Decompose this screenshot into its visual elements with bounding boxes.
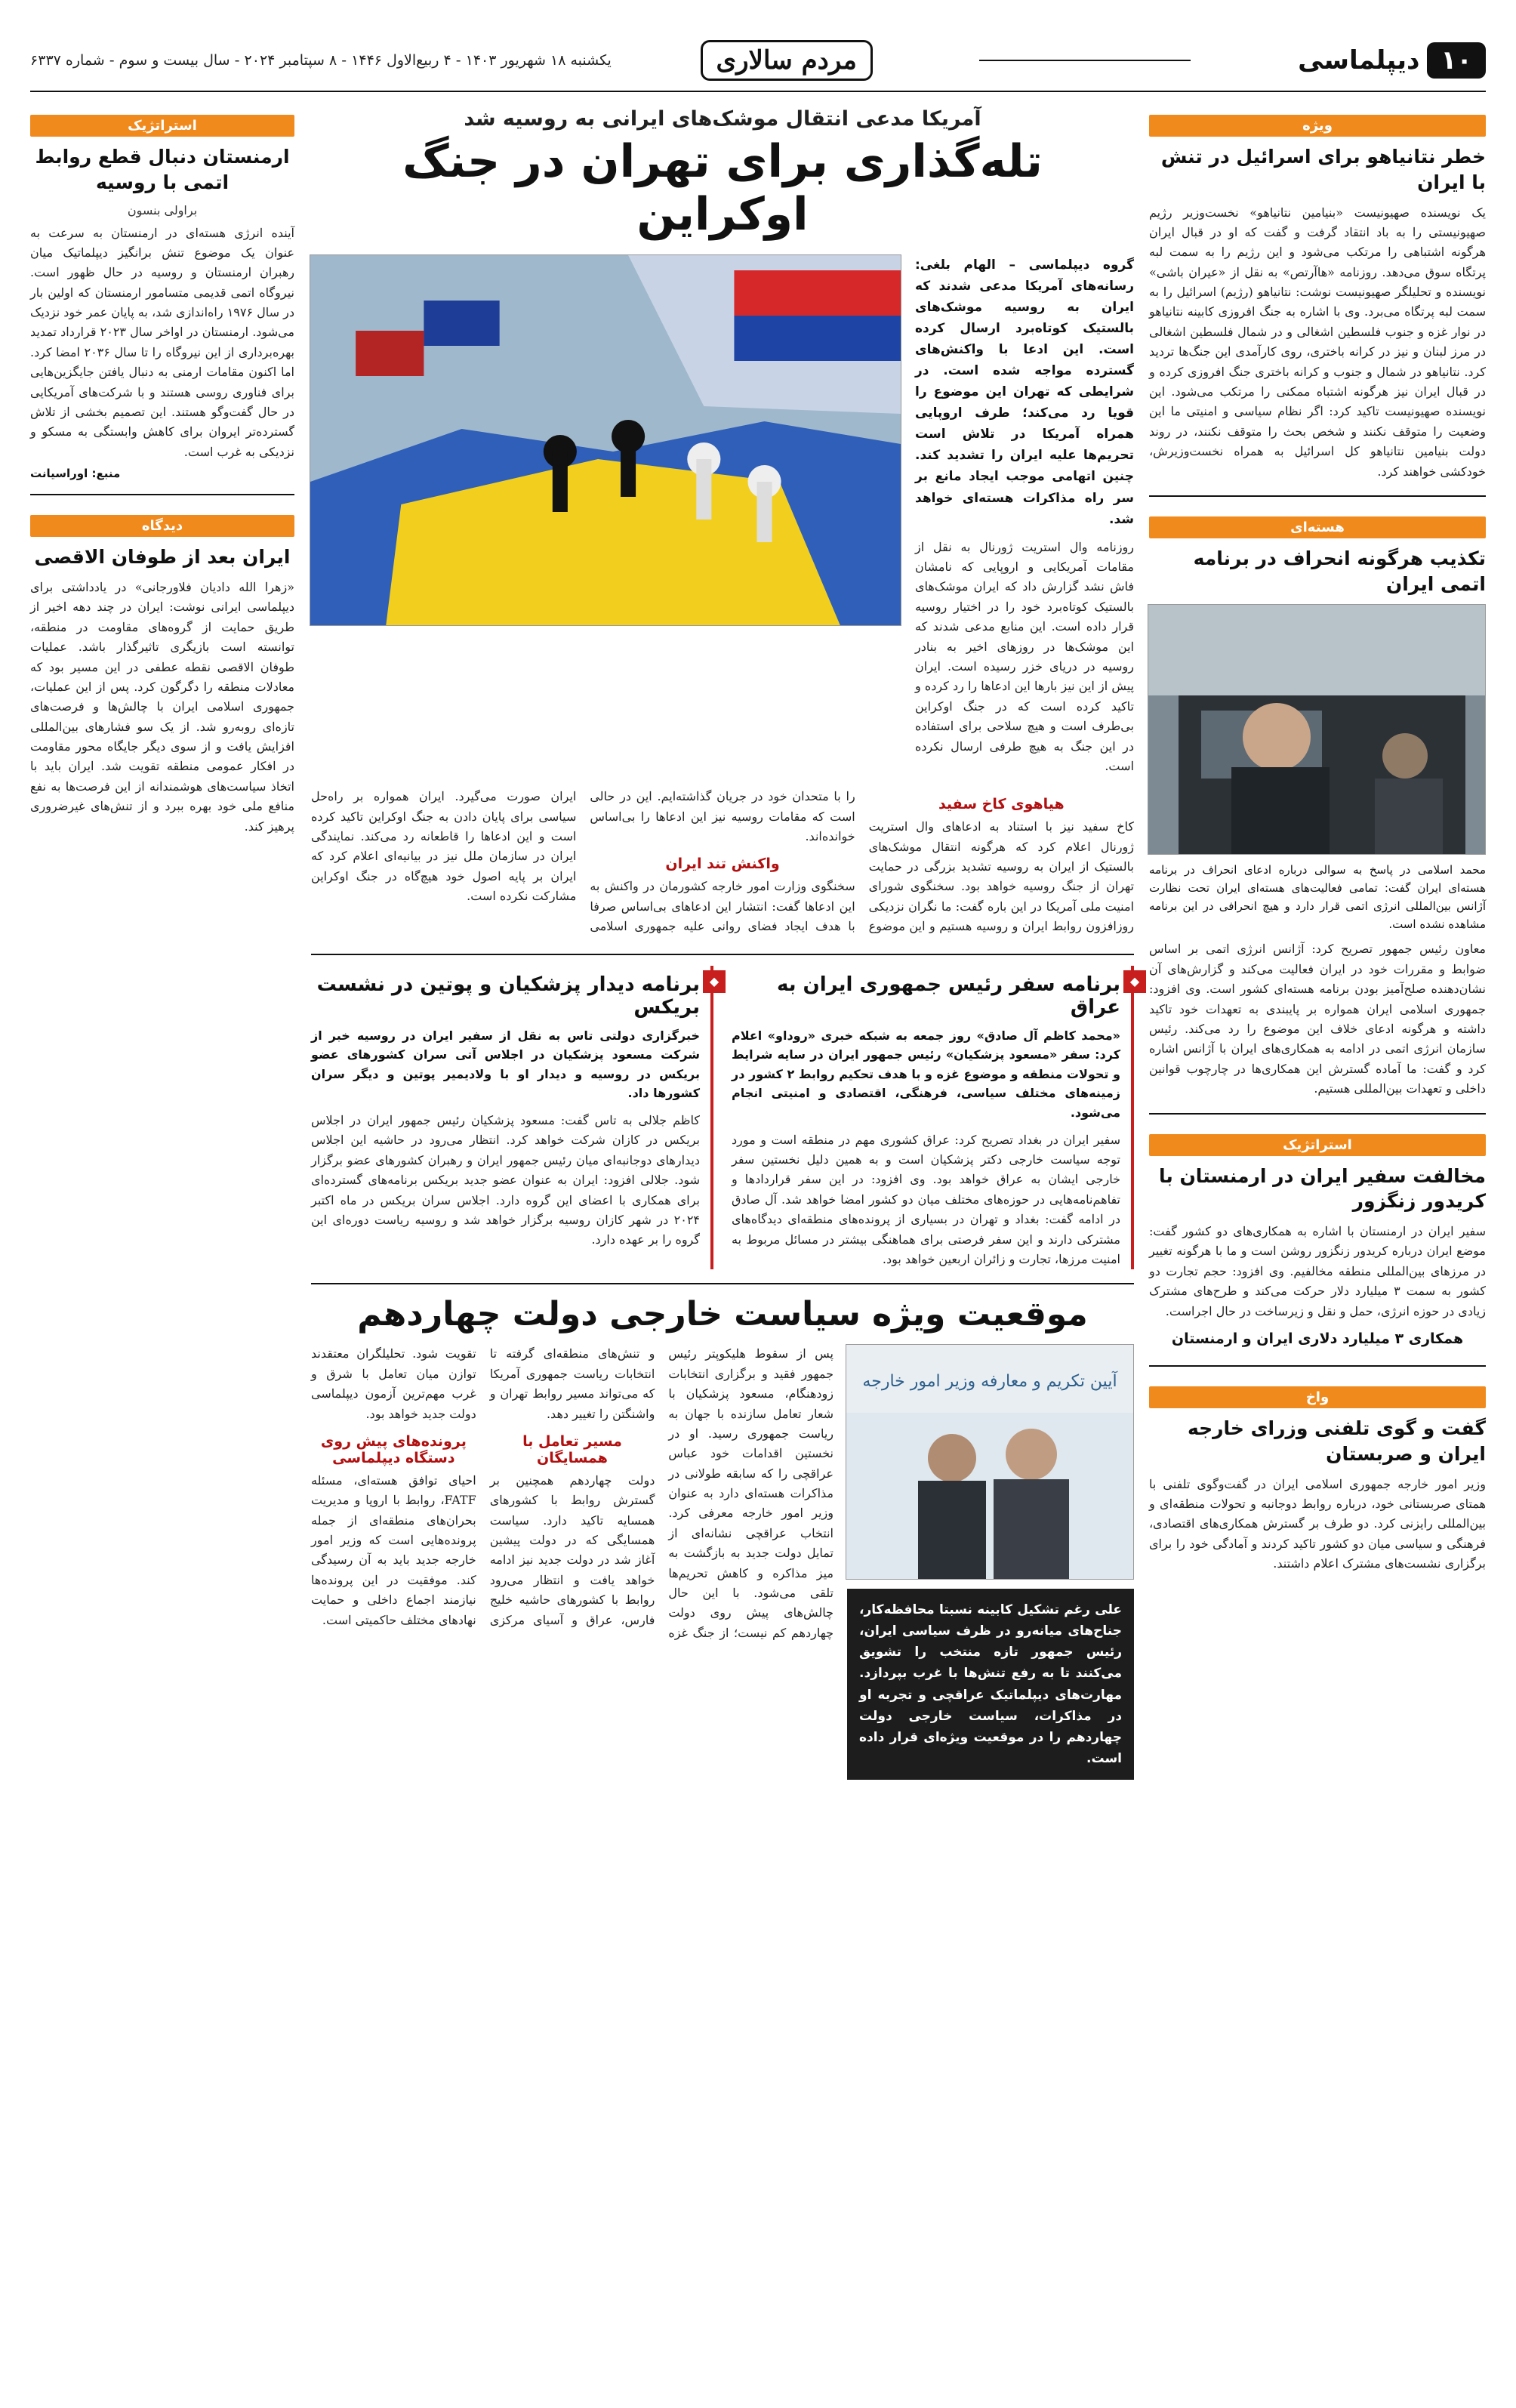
bottom-body-c: احیای توافق هسته‌ای، مسئله FATF، روابط با اروپا و مدیریت بحران‌های منطقه‌ای از جمله پرونده‌هایی است که وزیر امور خارجه جدید باید به آن رسیدگی کند. موفقیت در این پرونده‌ها نیازمند اجماع داخلی و حمایت نهادهای مختلف حاکمیتی است.	[311, 1472, 476, 1627]
story-byline: براولی بنسون	[127, 202, 198, 217]
main-kicker: آمریکا مدعی انتقال موشک‌های ایرانی به روسیه شد	[464, 107, 981, 131]
story-al-aqsa	[30, 506, 294, 850]
main-subhead-a: هیاهوی کاخ سفید	[938, 796, 1065, 813]
main-body-a: روزنامه وال استریت ژورنال به نقل از مقامات آمریکایی و اروپایی که نامشان فاش نشد گزارش داد که ایران موشک‌های بالستیک کوتاه‌برد خود را در اختیار روسیه قرار داده است. این منابع مدعی شدند که این موشک‌ها در روزهای اخیر به بنادر روسیه در دریای خزر رسیده است. ایران پیش از این نیز بارها این ادعاها را رد کرده و تاکید کرده است که در جنگ اوکراین بی‌طرف است و هیچ سلاحی برای استفاده در این جنگ به هیچ طرفی ارسال نکرده است.	[915, 539, 1134, 773]
story-lead: «محمد کاظم آل صادق» روز جمعه به شبکه خبری «روداو» اعلام کرد: سفر «مسعود پزشکیان» رئیس جمهور ایران در سایه شرایط و تحولات منطقه و موضوع غزه و با هدف تحکیم روابط ۲ کشور در زمینه‌های مختلف سیاسی، فرهنگی، اقتصادی و امنیتی انجام می‌شود.	[732, 1028, 1120, 1121]
section-label	[1298, 42, 1486, 79]
story-body: «زهرا الله دادیان فلاورجانی» در یادداشتی برای دیپلماسی ایرانی نوشت: ایران در چند دهه اخیر از طریق حمایت از گروه‌های مقاومت در منطقه، توانسته است بازیگری تاثیرگذار باشد. عملیات طوفان الاقصی نقطه عطفی در این مسیر بود که معادلات منطقه را دگرگون کرد. پس از این عملیات، جمهوری اسلامی ایران با چالش‌ها و فرصت‌های تازه‌ای روبه‌رو شد. از یک سو فشارهای بین‌المللی افزایش یافت و از سوی دیگر جایگاه محور مقاومت در افکار عمومی منطقه تقویت شد. ایران باید با اتخاذ سیاست‌های هوشمندانه از این فرصت‌ها به نفع منافع ملی خود بهره ببرد و از تنش‌های غیرضروری پرهیز کند.	[30, 579, 294, 834]
section-tag: استراتژیک	[30, 115, 294, 137]
story-brics	[311, 966, 719, 1270]
section-name: دیپلماسی	[1298, 45, 1420, 76]
main-subhead-b: واکنش تند ایران	[665, 856, 780, 873]
story-title: تکذیب هرگونه انحراف در برنامه اتمی ایران	[1193, 547, 1486, 595]
araghchi-photo	[846, 1344, 1134, 1580]
story-title: ارمنستان دنبال قطع روابط اتمی با روسیه	[35, 146, 290, 193]
center-area	[311, 106, 1140, 1780]
red-marker-icon: ◆	[703, 970, 726, 993]
header-rule	[979, 60, 1191, 61]
section-tag: ویژه	[1149, 115, 1486, 137]
bottom-body-b: دولت چهاردهم همچنین بر گسترش روابط با کشورهای همسایه تاکید دارد. سیاست همسایگی که در دولت پیشین آغاز شد در دولت جدید نیز ادامه خواهد یافت و انتظار می‌رود روابط با کشورهای حاشیه خلیج فارس، عراق و آسیای مرکزی تقویت شود. تحلیلگران معتقدند توازن میان تعامل با شرق و غرب مهم‌ترین آزمون دیپلماسی دولت جدید خواهد بود.	[311, 1346, 655, 1627]
right-column	[1149, 106, 1486, 1599]
framed-stories-row	[311, 954, 1140, 1270]
photo-caption: محمد اسلامی در پاسخ به سوالی درباره ادعای انحراف در برنامه هسته‌ای ایران گفت: تمامی فعالیت‌های هسته‌ای ایران تحت نظارت آژانس بین‌المللی انرژی اتمی قرار دارد و هیچ انحرافی در این برنامه مشاهده نشده است.	[1149, 863, 1486, 932]
story-nuclear	[1149, 507, 1486, 1115]
main-photo-block	[311, 254, 901, 776]
main-columns	[311, 787, 1134, 936]
section-tag: هسته‌ای	[1149, 516, 1486, 538]
red-marker-icon: ◆	[1123, 970, 1146, 993]
main-story	[311, 254, 1134, 776]
eslami-photo	[1148, 604, 1486, 855]
bottom-lead-panel: علی رغم تشکیل کابینه نسبتا محافظه‌کار، جناح‌های میانه‌رو در ظرف سیاسی ایران، رئیس جمهور تازه منتخب را تشویق می‌کنند تا به رفع تنش‌ها با غرب بپردازد. مهارت‌های دیپلماتیک عراقچی و تجربه او در مذاکرات، سیاست خارجی دولت چهاردهم را در موقعیت ویژه‌ای قرار داده است.	[847, 1589, 1134, 1779]
story-iraq-visit	[732, 966, 1140, 1270]
story-body: معاون رئیس جمهور تصریح کرد: آژانس انرژی اتمی بر اساس ضوابط و مقررات خود در ایران فعالیت می‌کند و گزارش‌های آن نشان‌دهنده صلح‌آمیز بودن برنامه هسته‌ای کشور است. وی افزود: جمهوری اسلامی ایران همواره بر پایبندی به تعهدات خود تاکید داشته و هرگونه ادعای خلاف این موضوع را رد می‌کند. رئیس سازمان انرژی اتمی در ادامه به همکاری‌های ایران با آژانس اشاره کرد و گفت: ما آماده گسترش این همکاری‌ها در چارچوب قوانین داخلی و تعهدات بین‌المللی هستیم.	[1149, 942, 1487, 1096]
story-netanyahu	[1149, 106, 1486, 497]
story-title: برنامه سفر رئیس جمهوری ایران به عراق	[776, 973, 1120, 1019]
section-tag: دیدگاه	[30, 515, 294, 537]
story-body: یک نویسنده صهیونیست «بنیامین نتانیاهو» نخست‌وزیر رژیم صهیونیستی را به باد انتقاد گرفت و گفت که او در قبال ایران هرگونه اشتباهی را مرتکب می‌شود و این رژیم را به سمت لبه پرتگاه سوق می‌دهد. روزنامه «هاآرتص» به نقل از «عیران باشی» نویسنده و تحلیلگر صهیونیست نوشت: نتانیاهو (رژیم) اسرائیل را به سمت لبه پرتگاه می‌برد. وی با اشاره به جنگ افروزی کابینه نتانیاهو در نوار غزه و جنوب فلسطین اشغالی و در شمال فلسطین اشغالی در مرز لبنان و نیز در کرانه باختری، روی کارآمدی این جنگ‌ها تردید کرد. نتانیاهو در شمال و جنوب و کرانه باختری جنگ افروزی کرده و در قبال ایران نیز هرگونه اشتباه ممکنی را مرتکب می‌شود. این نویسنده صهیونیست تاکید کرد: اگر نظام سیاسی و امنیتی ما این وضعیت را متوقف نکنند و شخص بحث را متوقف نکنند، در روند دولت بنیامین نتانیاهو کل اسرائیل به همراه نخست‌وزیرش، خودکشی خواهند کرد.	[1149, 205, 1487, 479]
story-lead: خبرگزاری دولتی تاس به نقل از سفیر ایران در روسیه خبر از شرکت مسعود پزشکیان در اجلاس آتی سران کشورهای عضو بریکس در روسیه و دیدار او با ولادیمیر پوتین و دیگر سران کشورها داد.	[311, 1028, 700, 1101]
story-title: ایران بعد از طوفان الاقصی	[34, 546, 291, 569]
story-title: خطر نتانیاهو برای اسرائیل در تنش با ایران	[1160, 146, 1486, 193]
masthead-logo: مردم سالاری	[701, 40, 873, 81]
story-source: منبع: اوراسیانت	[30, 467, 121, 481]
section-tag: استراتژیک	[1149, 1134, 1486, 1156]
page-number: ۱۰	[1427, 42, 1486, 79]
bottom-headline: موقعیت ویژه سیاست خارجی دولت چهاردهم	[357, 1295, 1088, 1334]
bottom-body: پس از سقوط هلیکوپتر رئیس جمهور فقید و برگزاری انتخابات زودهنگام، مسعود پزشکیان با شعار تعامل سازنده با جهان به ریاست جمهوری رسید. او در نخستین اقدامات خود عباس عراقچی را که سابقه طولانی در مذاکرات هسته‌ای دارد به عنوان وزیر امور خارجه معرفی کرد. انتخاب عراقچی نشانه‌ای از تمایل دولت جدید به بازگشت به میز مذاکره و کاهش تحریم‌ها تلقی می‌شود. با این حال چالش‌های پیش روی دولت چهاردهم کم نیست؛ از جنگ غزه و تنش‌های منطقه‌ای گرفته تا انتخابات ریاست جمهوری آمریکا که می‌تواند مسیر روابط تهران و واشنگتن را تغییر دهد.	[489, 1346, 833, 1640]
story-title: مخالفت سفیر ایران در ارمنستان با کریدور زنگزور	[1158, 1164, 1486, 1213]
story-subhead: همکاری ۳ میلیارد دلاری ایران و ارمنستان	[1171, 1330, 1464, 1348]
story-serbia	[1149, 1377, 1486, 1587]
date-line: یکشنبه ۱۸ شهریور ۱۴۰۳ - ۴ ربیع‌الاول ۱۴۴۶ - ۸ سپتامبر ۲۰۲۴ - سال بیست و سوم - شماره ۶۳۳۷	[30, 52, 612, 69]
left-column	[30, 106, 294, 861]
main-lead: گروه دیپلماسی – الهام بلغی: رسانه‌های آمریکا مدعی شدند که ایران به روسیه موشک‌های بالستیک کوتاه‌برد ارسال کرده است. این ادعا با واکنش‌های گسترده مواجه شده است. در شرایطی که تهران این موضوع را قویا رد می‌کند؛ طرف اروپایی همراه آمریکا در تلاش است تحریم‌ها علیه ایران را تشدید کند. چنین اتهامی موجب ایجاد مانع بر سر راه مذاکرات هسته‌ای خواهد شد.	[915, 257, 1134, 527]
main-body-c: سخنگوی وزارت امور خارجه کشورمان در واکنش به این ادعاها گفت: انتشار این ادعاهای بی‌اساس صرفا با هدف ایجاد فضای روانی علیه جمهوری اسلامی ایران صورت می‌گیرد. ایران همواره بر راه‌حل سیاسی برای پایان دادن به جنگ اوکراین تاکید کرده است و این ادعاها را قاطعانه رد می‌کند. نمایندگی ایران در سازمان ملل نیز در بیانیه‌ای اعلام کرد که ایران بر پایه اصول خود هیچ‌گاه در جنگ اوکراین مشارکت نکرده است.	[311, 789, 855, 934]
story-armenia	[30, 106, 294, 495]
main-lead-column	[915, 254, 1134, 776]
story-body: سفیر ایران در بغداد تصریح کرد: عراق کشوری مهم در منطقه است و مورد توجه سیاست خارجی دکتر پزشکیان است و به همین دلیل نخستین سفر خارجی ایشان به عراق خواهد بود. وی افزود: در این سفر قراردادها و تفاهم‌نامه‌هایی در حوزه‌های مختلف میان دو کشور امضا خواهد شد. آل صادق در ادامه گفت: بغداد و تهران در بسیاری از پرونده‌های منطقه‌ای دیدگاه‌های مشترکی دارند و این سفر فرصتی برای هماهنگی بیشتر در مسائل مربوط به امنیت مرزها، تجارت و زائران اربعین خواهد بود.	[732, 1132, 1120, 1266]
story-body: سفیر ایران در ارمنستان با اشاره به همکاری‌های دو کشور گفت: موضع ایران درباره کریدور زنگزور روشن است و ما با هرگونه تغییر در مرزهای بین‌المللی منطقه مخالفیم. وی افزود: حجم تجارت دو کشور به سمت ۳ میلیارد دلار حرکت می‌کند و طرح‌های مشترک زیادی در حوزه انرژی، حمل و نقل و زیرساخت در حال اجراست.	[1149, 1224, 1487, 1318]
bottom-subhead-b: پرونده‌های پیش روی دستگاه دیپلماسی	[320, 1432, 467, 1466]
bottom-subhead-a: مسیر تعامل با همسایگان	[522, 1432, 622, 1466]
story-title: برنامه دیدار پزشکیان و پوتین در نشست بریکس	[316, 973, 700, 1019]
photo-banner-text: آیین تکریم و معارفه وزیر امور خارجه	[862, 1372, 1117, 1392]
story-body: کاظم جلالی به تاس گفت: مسعود پزشکیان رئیس جمهور ایران در اجلاس بریکس در کازان شرکت خواهد کرد. انتظار می‌رود در حاشیه این اجلاس دیدارهای دوجانبه‌ای میان رئیس جمهور ایران و رهبران کشورهای عضو برگزار شود. جلالی افزود: ایران به عنوان عضو جدید بریکس برنامه‌های گسترده‌ای برای همکاری با اعضای این گروه دارد. اجلاس سران بریکس در ماه اکتبر ۲۰۲۴ در شهر کازان روسیه برگزار خواهد شد و روسیه ریاست دوره‌ای این گروه را بر عهده دارد.	[311, 1113, 700, 1247]
bottom-columns	[311, 1344, 833, 1779]
story-body: وزیر امور خارجه جمهوری اسلامی ایران در گفت‌وگوی تلفنی با همتای صربستانی خود، درباره روابط دوجانبه و تحولات منطقه‌ای و بین‌المللی رایزنی کرد. دو طرف بر گسترش همکاری‌های اقتصادی، فرهنگی و سیاسی میان دو کشور تاکید کردند و آمادگی خود را برای برگزاری نشست‌های مشترک اعلام داشتند.	[1149, 1476, 1486, 1571]
story-body: آینده انرژی هسته‌ای در ارمنستان به سرعت به عنوان یک موضوع تنش برانگیز دیپلماتیک میان رهبران ارمنستان و روسیه در حال ظهور است. نیروگاه اتمی قدیمی متسامور ارمنستان که اولین بار در سال ۱۹۷۶ راه‌اندازی شد، به پایان عمر خود نزدیک می‌شود. ارمنستان در اواخر سال ۲۰۲۳ قرارداد تمدید بهره‌برداری از این نیروگاه را تا سال ۲۰۳۶ امضا کرد. اما اکنون مقامات ارمنی به دنبال یافتن جایگزین‌هایی برای فناوری روسی هستند و با شرکت‌های آمریکایی در حال گفت‌وگو هستند. این تصمیم بخشی از تلاش گسترده‌تر ایروان برای کاهش وابستگی به مسکو و نزدیکی به غرب است.	[30, 225, 295, 459]
story-zangezur	[1149, 1125, 1486, 1367]
main-headline: تله‌گذاری برای تهران در جنگ اوکراین	[402, 135, 1043, 241]
story-title: گفت و گوی تلفنی وزرای خارجه ایران و صربستان	[1187, 1417, 1486, 1465]
bottom-content	[311, 1344, 1134, 1779]
page-header	[30, 30, 1486, 92]
bottom-photo-column	[847, 1344, 1134, 1779]
chess-map-photo	[310, 254, 901, 626]
section-tag: واخ	[1149, 1386, 1486, 1408]
bottom-story	[311, 1283, 1134, 1779]
main-body-b: کاخ سفید نیز با استناد به ادعاهای وال استریت ژورنال اعلام کرد که هرگونه انتقال موشک‌های بالستیک از ایران به روسیه تشدید بزرگی در حمایت تهران از جنگ روسیه خواهد بود. سخنگوی شورای امنیت ملی آمریکا در این باره گفت: ما نگران نزدیکی روزافزون روابط ایران و روسیه هستیم و این موضوع را با متحدان خود در جریان گذاشته‌ایم. این در حالی است که مقامات روسیه نیز این ادعاها را بی‌اساس خوانده‌اند.	[590, 789, 1134, 934]
